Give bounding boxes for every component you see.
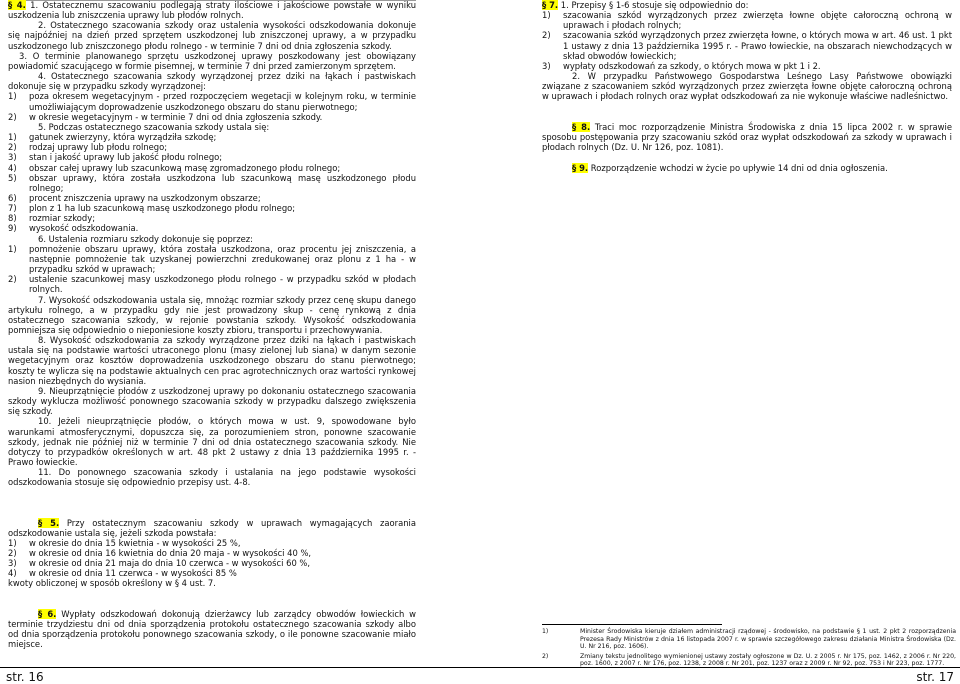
spacer bbox=[8, 488, 416, 518]
list-item bbox=[542, 61, 952, 71]
list-item-text: w okresie od dnia 21 maja do dnia 10 czerwca - w wysokości 60 %, bbox=[29, 558, 311, 569]
footnote-marker: 1) bbox=[542, 628, 549, 635]
list-item bbox=[8, 274, 416, 294]
section-7-para-1: § 7. 1. Przepisy § 1-6 stosuje się odpowiednio do: bbox=[542, 0, 749, 10]
list-item-number: 9) bbox=[8, 223, 17, 234]
list-item-text: szacowania szkód wyrządzonych przez zwierzęta łowne objęte całoroczną ochroną w uprawach i płodach rolnych; bbox=[563, 10, 952, 31]
section-8-marker: § 8. bbox=[572, 121, 591, 132]
page-number-left: str. 16 bbox=[6, 670, 44, 684]
list-item-number: 3) bbox=[8, 558, 17, 569]
section-4-para-4: 4. Ostatecznego szacowania szkody wyrządzonej przez dziki na łąkach i pastwiskach dokonuje się w przypadku szkody wyrządzonej: bbox=[8, 71, 416, 92]
list-item bbox=[8, 223, 416, 233]
section-4-para-4-list bbox=[8, 91, 416, 121]
list-item bbox=[8, 244, 416, 274]
list-item-text: rodzaj uprawy lub płodu rolnego; bbox=[29, 142, 168, 153]
list-item-text: w okresie wegetacyjnym - w terminie 7 dni od dnia zgłoszenia szkody. bbox=[29, 111, 323, 122]
list-item-number: 3) bbox=[542, 60, 551, 71]
list-item bbox=[8, 203, 416, 213]
footnote bbox=[542, 653, 956, 668]
section-9-marker: § 9. bbox=[572, 163, 589, 174]
section-4-para-9: 9. Nieuprzątnięcie płodów z uszkodzonej uprawy po dokonaniu ostatecznego szacowania szkody wyklucza możliwość ponownego szacowania szkody w przypadku dalszego zwiększenia się szkody. bbox=[8, 385, 416, 417]
section-4-para-10: 10. Jeżeli nieuprzątnięcie płodów, o których mowa w ust. 9, spowodowane było warunkami atmosferycznymi, dopuszcza się, za porozumieniem stron, ponowne szacowanie szkody, jednak nie później niż w terminie 7 dni od dnia ostatecznego szacowania szkody. Nie dotyczy to przypadków określonych w art. 48 pkt 2 ustawy z dnia 13 października 1995 r. - Prawo łowieckie. bbox=[8, 416, 416, 468]
spacer bbox=[542, 102, 952, 122]
list-item-text: pomnożenie obszaru uprawy, która została uszkodzona, oraz procentu jej zniszczenia, a następnie pomnożenie tak uzyskanej powierzchni zredukowanej oraz plonu z 1 ha - w przypadku szkód w uprawach; bbox=[29, 243, 416, 275]
section-9-text: § 9. Rozporządzenie wchodzi w życie po upływie 14 dni od dnia ogłoszenia. bbox=[572, 163, 888, 174]
page-number-right: str. 17 bbox=[916, 670, 954, 684]
page-fold bbox=[480, 0, 481, 667]
list-item bbox=[542, 30, 952, 60]
list-item-text: plon z 1 ha lub szacunkową masę uszkodzonego płodu rolnego; bbox=[29, 203, 296, 214]
list-item bbox=[8, 152, 416, 162]
section-4-marker: § 4. bbox=[8, 0, 26, 10]
section-4-para-5: 5. Podczas ostatecznego szacowania szkody ustala się: bbox=[38, 121, 270, 132]
list-item-number: 1) bbox=[8, 91, 17, 102]
list-item-text: szacowania szkód wyrządzonych przez zwierzęta łowne, o których mowa w art. 46 ust. 1 pkt 1 ustawy z dnia 13 października 1995 r. - Prawo łowieckie, na obszarach niewchodzących w skład obwodów łowieckich; bbox=[563, 30, 952, 61]
section-8-text: § 8. Traci moc rozporządzenie Ministra Środowiska z dnia 15 lipca 2002 r. w sprawie sposobu postępowania przy szacowaniu szkód oraz wypłat odszkodowań za szkody w uprawach i płodach rolnych (Dz. U. Nr 126, poz. 1081). bbox=[542, 121, 952, 152]
footnote bbox=[542, 628, 956, 651]
list-item-number: 6) bbox=[8, 192, 17, 203]
footnote-text: Zmiany tekstu jednolitego wymienionej ustawy zostały ogłoszone w Dz. U. z 2005 r. Nr 175, poz. 1462, z 2006 r. Nr 220, poz. 1600, z 2007 r. Nr 176, poz. 1238, z 2008 r. Nr 201, poz. 1237 oraz z 2009 r. Nr 92, poz. 753 i Nr 223, poz. 1777. bbox=[580, 652, 956, 668]
section-4-para-6: 6. Ustalenia rozmiaru szkody dokonuje się poprzez: bbox=[38, 233, 253, 244]
list-item-text: poza okresem wegetacyjnym - przed rozpoczęciem wegetacji w kolejnym roku, w terminie umożliwiającym doprowadzenie uszkodzonego obszaru do stanu pierwotnego; bbox=[29, 91, 416, 112]
section-6-text: § 6. Wypłaty odszkodowań dokonują dzierżawcy lub zarządcy obwodów łowieckich w terminie trzydziestu dni od dnia sporządzenia protokołu ostatecznego szacowania szkody albo od dnia sporządzenia protokołu ponownego szacowania szkody, o ile ponowne szacowanie miało miejsce. bbox=[8, 608, 416, 650]
list-item bbox=[542, 10, 952, 30]
list-item bbox=[8, 213, 416, 223]
list-item-number: 2) bbox=[542, 30, 551, 41]
list-item bbox=[8, 548, 416, 558]
list-item-text: w okresie do dnia 15 kwietnia - w wysokości 25 %, bbox=[29, 537, 241, 548]
list-item-number: 5) bbox=[8, 172, 17, 183]
spacer bbox=[542, 152, 952, 163]
list-item-number: 1) bbox=[8, 537, 17, 548]
section-4-para-2: 2. Ostatecznego szacowania szkody oraz ustalenia wysokości odszkodowania dokonuje się najpóźniej na dzień przed sprzętem uszkodzonej lub zniszczonej uprawy, a w przypadku uszkodzonego lub zniszczonego płodu rolnego - w terminie 7 dni od dnia zgłoszenia szkody. bbox=[8, 20, 416, 51]
section-4-para-11: 11. Do ponownego szacowania szkody i ustalania na jego podstawie wysokości odszkodowania stosuje się odpowiednio przepisy ust. 4-8. bbox=[8, 467, 416, 488]
list-item bbox=[8, 132, 416, 142]
list-item bbox=[8, 163, 416, 173]
section-7-marker: § 7. bbox=[542, 0, 559, 10]
list-item bbox=[8, 91, 416, 111]
footnote-text: Minister Środowiska kieruje działem administracji rządowej - środowisko, na podstawie § 1 ust. 2 pkt 2 rozporządzenia Prezesa Rady Ministrów z dnia 16 listopada 2007 r. w sprawie szczegółowego zakresu działania Ministra Środowiska (Dz. U. Nr 216, poz. 1606). bbox=[580, 628, 956, 651]
list-item-number: 2) bbox=[8, 142, 17, 153]
list-item-number: 2) bbox=[8, 547, 17, 558]
list-item-number: 1) bbox=[8, 243, 17, 254]
list-item-number: 8) bbox=[8, 213, 17, 224]
footer-rule bbox=[0, 667, 960, 668]
list-item-text: gatunek zwierzyny, która wyrządziła szkodę; bbox=[29, 132, 217, 143]
list-item-text: ustalenie szacunkowej masy uszkodzonego płodu rolnego - w przypadku szkód w płodach rolnych. bbox=[29, 274, 416, 295]
section-5-intro: § 5. Przy ostatecznym szacowaniu szkody w uprawach wymagających zaorania odszkodowanie ustala się, jeżeli szkoda powstała: bbox=[8, 517, 416, 538]
section-4-para-8: 8. Wysokość odszkodowania za szkody wyrządzone przez dziki na łąkach i pastwiskach ustala się na podstawie wartości utraconego plonu (masy zielonej lub siana) w danym sezonie wegetacyjnym oraz kosztów doprowadzenia uszkodzonego obszaru do stanu pierwotnego; koszty te wylicza się na podstawie aktualnych cen prac agrotechnicznych oraz wartości rynkowej nasion niezbędnych do wysiania. bbox=[8, 335, 416, 386]
section-4-para-7: 7. Wysokość odszkodowania ustala się, mnożąc rozmiar szkody przez cenę skupu danego artykułu rolnego, a w przypadku gdy nie jest prowadzony skup - cenę rynkową z dnia ostatecznego szacowania szkody, w rejonie powstania szkody. Wysokość odszkodowania pomniejsza się odpowiednio o nieponiesione koszty zbioru, transportu i przechowywania. bbox=[8, 294, 416, 335]
list-item bbox=[8, 173, 416, 193]
list-item bbox=[8, 558, 416, 568]
list-item-number: 3) bbox=[8, 152, 17, 163]
list-item-text: w okresie od dnia 16 kwietnia do dnia 20 maja - w wysokości 40 %, bbox=[29, 547, 312, 558]
list-item-text: rozmiar szkody; bbox=[29, 213, 96, 224]
list-item-number: 4) bbox=[8, 568, 17, 579]
right-page-column bbox=[542, 0, 952, 173]
list-item bbox=[8, 568, 416, 578]
list-item-text: obszar uprawy, która została uszkodzona lub szacunkową masę uszkodzonego płodu rolnego; bbox=[29, 172, 416, 193]
list-item bbox=[8, 142, 416, 152]
section-4-para-3: 3. O terminie planowanego sprzętu uszkodzonej uprawy poszkodowany jest obowiązany powiadomić szacującego w formie pisemnej, w terminie 7 dni przed zamierzonym sprzętem. bbox=[8, 50, 416, 71]
list-item-number: 1) bbox=[542, 10, 551, 21]
list-item-number: 2) bbox=[8, 274, 17, 285]
section-5-outro: kwoty obliczonej w sposób określony w § 4 ust. 7. bbox=[8, 578, 216, 589]
spacer bbox=[8, 589, 416, 609]
section-4-para-5-list bbox=[8, 132, 416, 234]
list-item-text: wysokość odszkodowania. bbox=[29, 223, 139, 234]
list-item bbox=[8, 112, 416, 122]
list-item-number: 4) bbox=[8, 162, 17, 173]
list-item-number: 1) bbox=[8, 132, 17, 143]
section-5-list bbox=[8, 538, 416, 579]
section-5-marker: § 5. bbox=[38, 517, 60, 528]
footnotes bbox=[542, 628, 956, 670]
list-item-text: procent zniszczenia uprawy na uszkodzonym obszarze; bbox=[29, 192, 261, 203]
list-item-number: 2) bbox=[8, 111, 17, 122]
section-6-marker: § 6. bbox=[38, 608, 57, 619]
list-item-text: stan i jakość uprawy lub jakość płodu rolnego; bbox=[29, 152, 223, 163]
list-item-text: w okresie od dnia 11 czerwca - w wysokości 85 % bbox=[29, 568, 237, 579]
section-7-para-1-list bbox=[542, 10, 952, 71]
list-item-text: obszar całej uprawy lub szacunkową masę zgromadzonego płodu rolnego; bbox=[29, 162, 341, 173]
footnote-marker: 2) bbox=[542, 652, 549, 660]
left-page-column bbox=[8, 0, 416, 649]
list-item-text: wypłaty odszkodowań za szkody, o których mowa w pkt 1 i 2. bbox=[563, 60, 821, 71]
footnote-rule bbox=[542, 624, 722, 625]
section-4-para-6-list bbox=[8, 244, 416, 295]
list-item bbox=[8, 193, 416, 203]
list-item-number: 7) bbox=[8, 203, 17, 214]
section-7-para-2: 2. W przypadku Państwowego Gospodarstwa Leśnego Lasy Państwowe obowiązki związane z szacowaniem szkód wyrządzonych przez zwierzęta łowne objęte całoroczną ochroną w uprawach i płodach rolnych oraz wypłat odszkodowań za nie wykonuje właściwe nadleśnictwo. bbox=[542, 71, 952, 102]
section-4-para-1: § 4. 1. Ostatecznemu szacowaniu podlegają straty ilościowe i jakościowe powstałe w wyniku uszkodzenia lub zniszczenia uprawy lub płodów rolnych. bbox=[8, 0, 417, 21]
list-item bbox=[8, 538, 416, 548]
